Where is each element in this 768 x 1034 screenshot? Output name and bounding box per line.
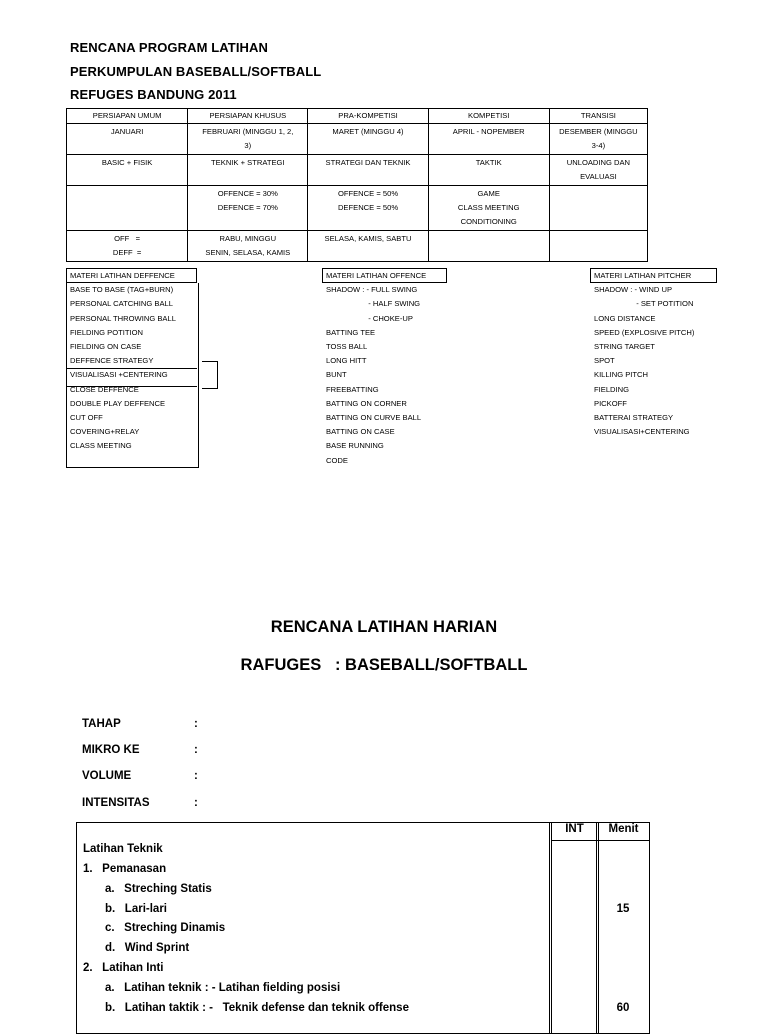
- list-item: FREEBATTING: [326, 384, 379, 394]
- list-item: VISUALISASI+CENTERING: [594, 427, 690, 437]
- item-wind-sprint: d. Wind Sprint: [105, 942, 190, 954]
- item-latihan-inti: 2. Latihan Inti: [83, 962, 164, 974]
- list-item: BUNT: [326, 370, 347, 380]
- list-item: BATTERAI STRATEGY: [594, 413, 674, 423]
- list-item: CLASS MEETING: [70, 441, 132, 451]
- list-item: KILLING PITCH: [594, 370, 649, 380]
- list-item: BASE TO BASE (TAG+BURN): [70, 285, 174, 295]
- cell-month-pra: MARET (MINGGU 4): [308, 124, 428, 155]
- list-item: - HALF SWING: [326, 299, 421, 309]
- daily-plan-table: [76, 822, 650, 1034]
- menit-latihan-inti: 60: [616, 1002, 630, 1014]
- cell-ratio-pra: OFFENCE = 50% DEFENCE = 50%: [308, 186, 428, 231]
- col-header-kompetisi: KOMPETISI: [428, 109, 549, 124]
- list-item: PERSONAL CATCHING BALL: [70, 299, 173, 309]
- materi-offence-list: [322, 268, 447, 468]
- list-item: FIELDING POTITION: [70, 327, 143, 337]
- column-divider: [596, 823, 597, 1033]
- table-row-ratio: [67, 186, 648, 231]
- list-item: STRING TARGET: [594, 342, 655, 352]
- list-item: BATTING ON CASE: [326, 427, 395, 437]
- cell-month-umum: JANUARI: [67, 124, 188, 155]
- daily-plan-subtitle: RAFUGES : BASEBALL/SOFTBALL: [240, 656, 528, 674]
- visualisasi-highlight-box: [66, 368, 197, 387]
- field-tahap-colon: :: [194, 718, 198, 730]
- list-item: FIELDING: [594, 384, 630, 394]
- cell-ratio-kompetisi: GAME CLASS MEETING CONDITIONING: [428, 186, 549, 231]
- list-item: BATTING ON CURVE BALL: [326, 413, 422, 423]
- doc-title-line-3: REFUGES BANDUNG 2011: [70, 87, 237, 102]
- list-item: LONG HITT: [326, 356, 367, 366]
- section-latihan-teknik: Latihan Teknik: [83, 843, 163, 855]
- item-latihan-taktik: b. Latihan taktik : - Teknik defense dan teknik offense: [105, 1002, 409, 1014]
- field-intensitas-colon: :: [194, 797, 198, 809]
- field-tahap-label: TAHAP: [82, 718, 121, 730]
- col-header-persiapan-umum: PERSIAPAN UMUM: [67, 109, 188, 124]
- list-item: CUT OFF: [70, 413, 103, 423]
- list-item: CODE: [326, 455, 348, 465]
- item-latihan-teknik-fielding: a. Latihan teknik : - Latihan fielding posisi: [105, 982, 341, 994]
- program-table: [66, 108, 648, 262]
- cell-days-kompetisi: [428, 231, 549, 262]
- field-mikro-colon: :: [194, 744, 198, 756]
- materi-pitcher-list: [590, 268, 717, 439]
- column-divider: [551, 823, 552, 1033]
- col-header-persiapan-khusus: PERSIAPAN KHUSUS: [188, 109, 308, 124]
- doc-title-line-2: PERKUMPULAN BASEBALL/SOFTBALL: [70, 64, 322, 79]
- materi-pitcher-title: MATERI LATIHAN PITCHER: [590, 268, 717, 283]
- cell-ratio-transisi: [549, 186, 647, 231]
- list-item: BATTING TEE: [326, 327, 376, 337]
- cell-focus-pra: STRATEGI DAN TEKNIK: [308, 155, 428, 186]
- list-item: DOUBLE PLAY DEFFENCE: [70, 398, 166, 408]
- list-item: DEFFENCE STRATEGY: [70, 356, 154, 366]
- list-item: VISUALISASI +CENTERING: [70, 370, 168, 380]
- list-item: SHADOW : - WIND UP: [594, 285, 673, 295]
- col-header-int: INT: [565, 823, 584, 835]
- cell-focus-umum: BASIC + FISIK: [67, 155, 188, 186]
- list-item: PICKOFF: [594, 398, 627, 408]
- cell-month-khusus: FEBRUARI (MINGGU 1, 2, 3): [188, 124, 308, 155]
- materi-offence-title: MATERI LATIHAN OFFENCE: [322, 268, 447, 283]
- cell-focus-khusus: TEKNIK + STRATEGI: [188, 155, 308, 186]
- col-header-menit: Menit: [608, 823, 639, 835]
- list-item: PERSONAL THROWING BALL: [70, 313, 176, 323]
- table-row-days: [67, 231, 648, 262]
- list-item: LONG DISTANCE: [594, 313, 656, 323]
- list-item: - SET POTITION: [594, 299, 694, 309]
- item-streching-dinamis: c. Streching Dinamis: [105, 922, 226, 934]
- field-mikro-label: MIKRO KE: [82, 744, 140, 756]
- list-item: TOSS BALL: [326, 342, 368, 352]
- menit-pemanasan: 15: [616, 903, 630, 915]
- materi-defence-title: MATERI LATIHAN DEFFENCE: [66, 268, 197, 283]
- cell-focus-transisi: UNLOADING DAN EVALUASI: [549, 155, 647, 186]
- doc-title-line-1: RENCANA PROGRAM LATIHAN: [70, 40, 269, 55]
- field-volume-label: VOLUME: [82, 770, 132, 782]
- list-item: CLOSE DEFFENCE: [70, 384, 139, 394]
- list-item: FIELDING ON CASE: [70, 342, 142, 352]
- materi-defence-list: [66, 268, 197, 454]
- item-lari-lari: b. Lari-lari: [105, 903, 167, 915]
- header-divider: [551, 840, 649, 841]
- table-header-row: [67, 109, 648, 124]
- item-streching-statis: a. Streching Statis: [105, 883, 212, 895]
- list-item: COVERING+RELAY: [70, 427, 140, 437]
- list-item: BASE RUNNING: [326, 441, 384, 451]
- list-item: SPEED (EXPLOSIVE PITCH): [594, 327, 695, 337]
- list-item: - CHOKE-UP: [326, 313, 413, 323]
- list-item: SPOT: [594, 356, 615, 366]
- field-intensitas-label: INTENSITAS: [82, 797, 150, 809]
- cell-days-khusus: RABU, MINGGU SENIN, SELASA, KAMIS: [188, 231, 308, 262]
- col-header-pra-kompetisi: PRA-KOMPETISI: [308, 109, 428, 124]
- item-pemanasan: 1. Pemanasan: [83, 863, 167, 875]
- column-divider: [549, 823, 550, 1033]
- field-volume-colon: :: [194, 770, 198, 782]
- cell-days-pra: SELASA, KAMIS, SABTU: [308, 231, 428, 262]
- cell-ratio-umum: [67, 186, 188, 231]
- cell-focus-kompetisi: TAKTIK: [428, 155, 549, 186]
- cell-days-umum: OFF = DEFF =: [67, 231, 188, 262]
- list-item: SHADOW : - FULL SWING: [326, 285, 418, 295]
- cell-days-transisi: [549, 231, 647, 262]
- table-row-month: [67, 124, 648, 155]
- list-item: BATTING ON CORNER: [326, 398, 407, 408]
- daily-plan-title: RENCANA LATIHAN HARIAN: [270, 618, 498, 636]
- col-header-transisi: TRANSISI: [549, 109, 647, 124]
- cell-month-kompetisi: APRIL - NOPEMBER: [428, 124, 549, 155]
- bracket-connector: [202, 361, 218, 389]
- table-row-focus: [67, 155, 648, 186]
- cell-month-transisi: DESEMBER (MINGGU 3-4): [549, 124, 647, 155]
- cell-ratio-khusus: OFFENCE = 30% DEFENCE = 70%: [188, 186, 308, 231]
